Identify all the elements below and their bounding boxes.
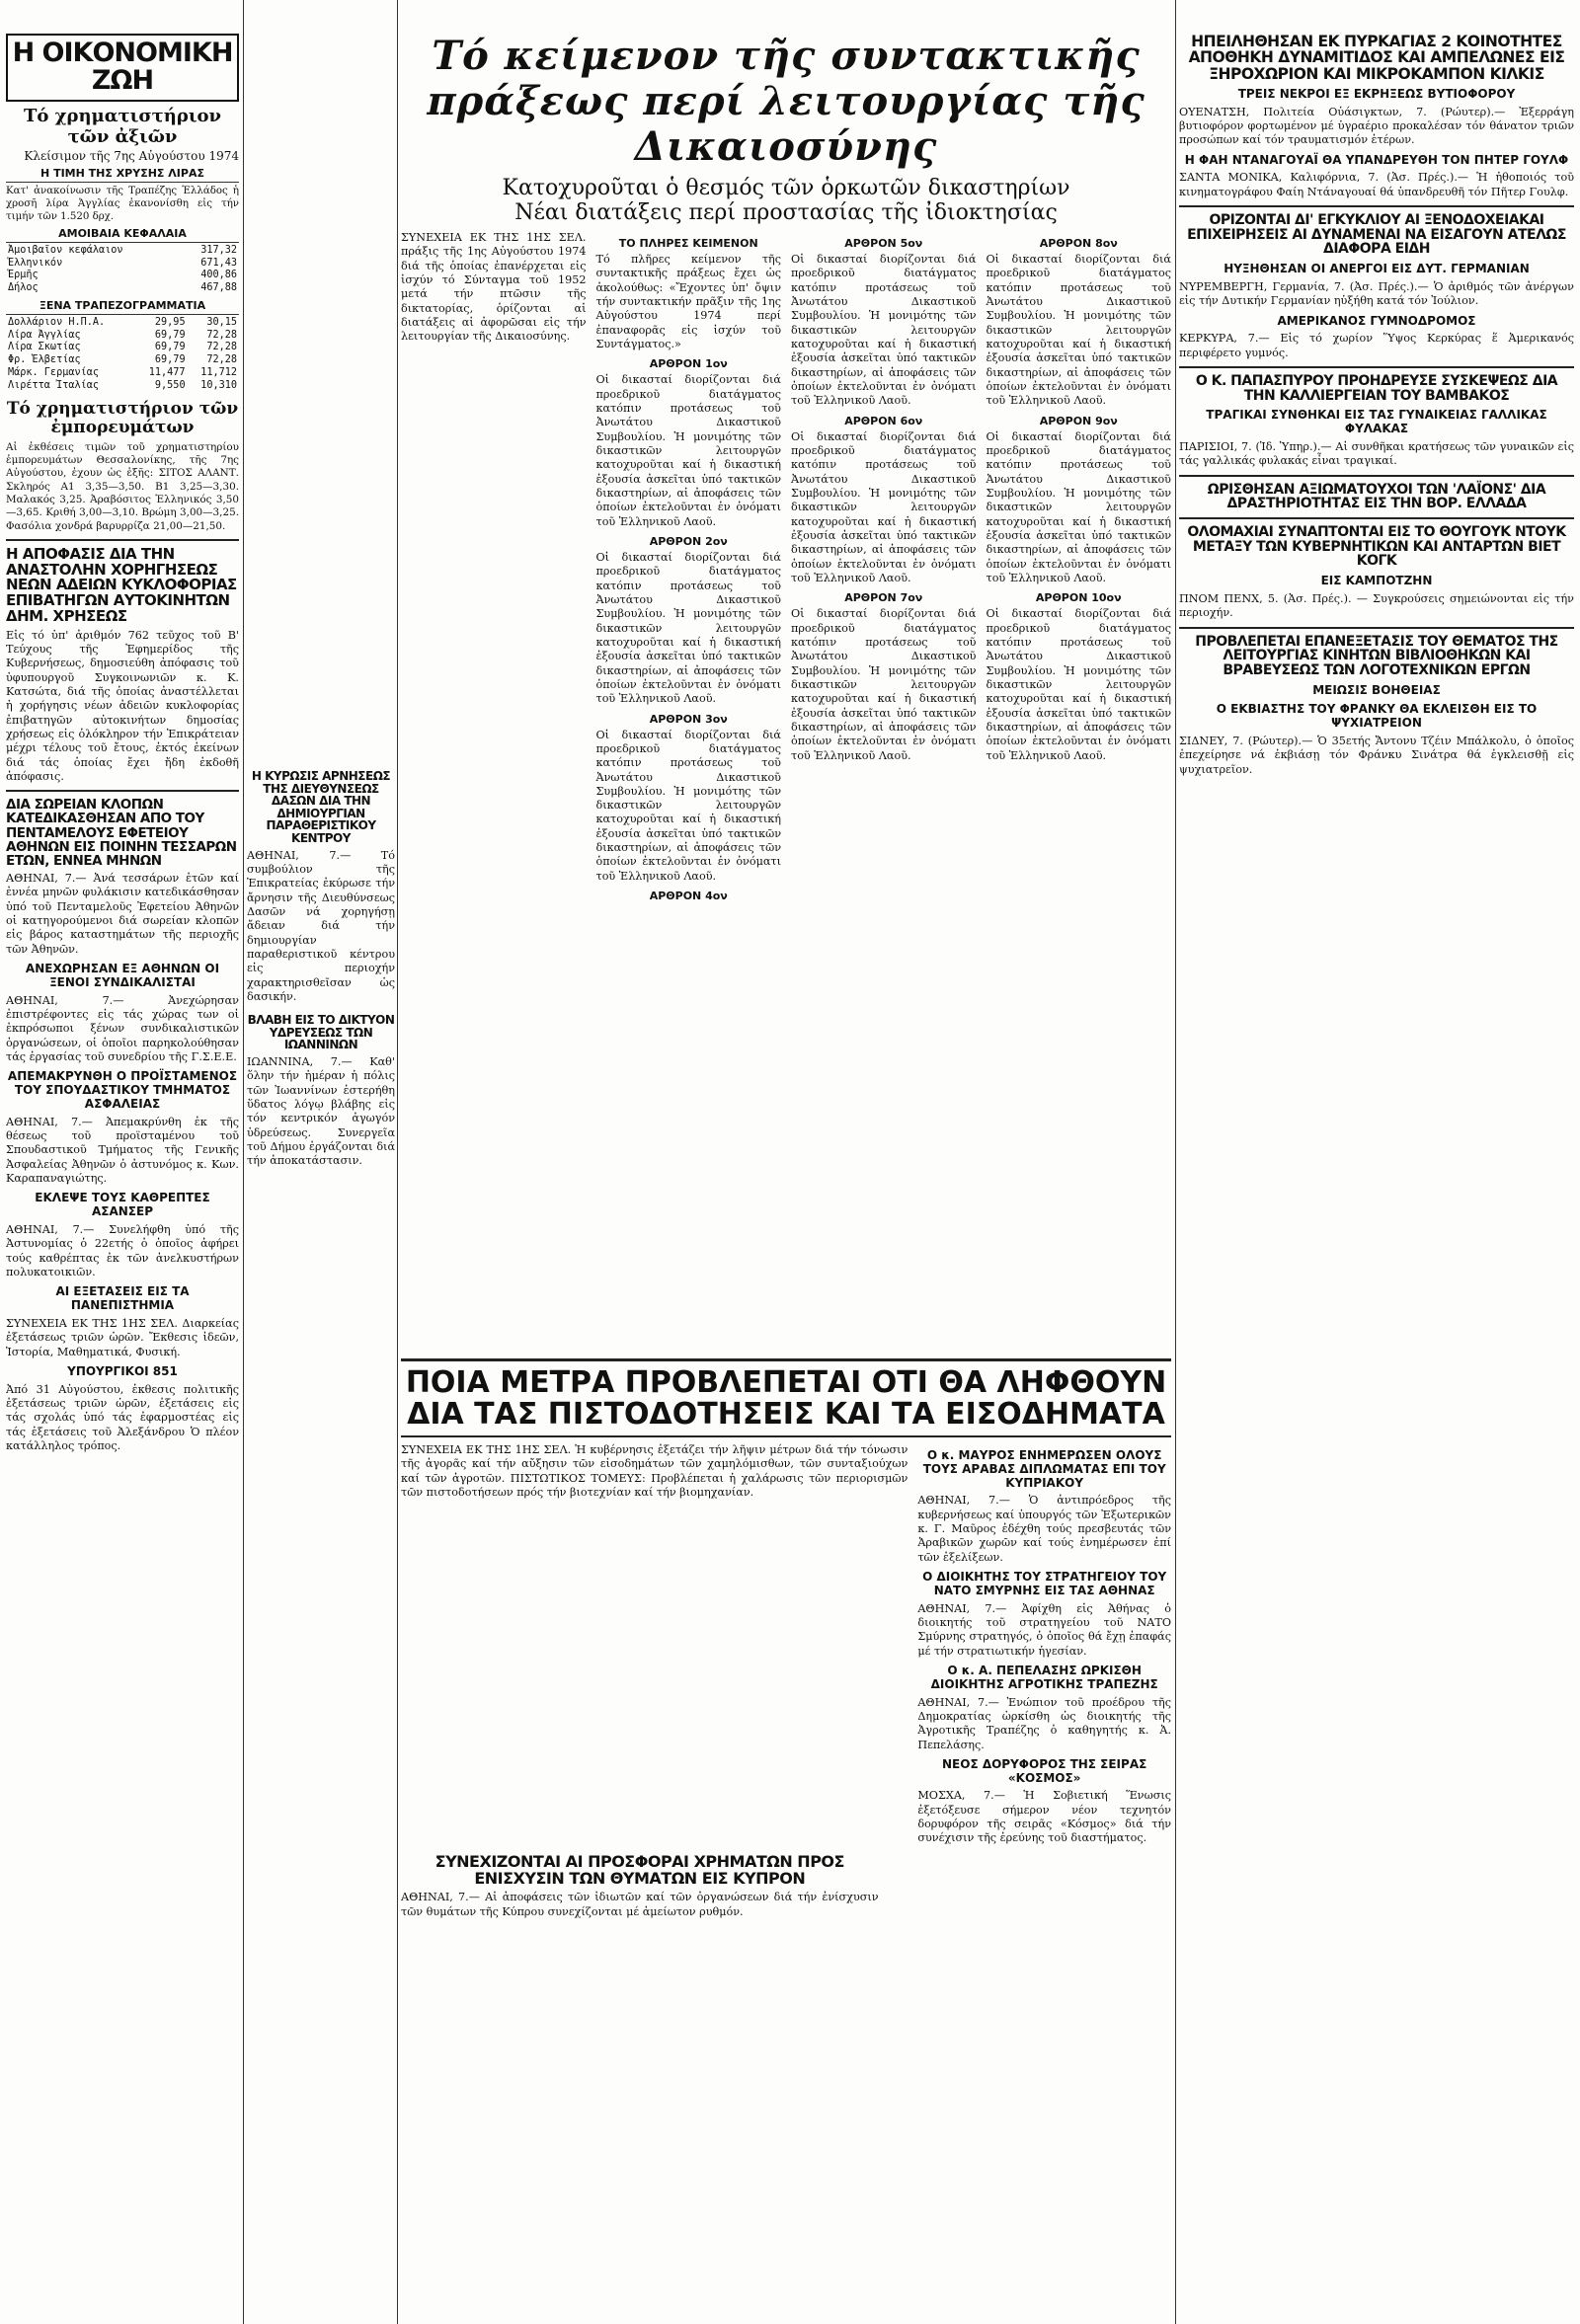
- fund-name: Δήλος: [8, 282, 39, 294]
- fire-headline: ΗΠΕΙΛΗΘΗΣΑΝ ΕΚ ΠΥΡΚΑΓΙΑΣ 2 ΚΟΙΝΟΤΗΤΕΣ ΑΠΟΘΗΚΗ ΔΥΝΑΜΙΤΙΔΟΣ ΚΑΙ ΑΜΠΕΛΩΝΕΣ ΕΙΣ ΞΗΡΟΧΩΡΙΟΝ ΚΑΙ ΜΙΚΡΟΚΑΜΠΟΝ ΚΙΛΚΙΣ: [1188, 33, 1565, 83]
- buy-rate: 69,79: [154, 342, 186, 353]
- fund-name: Ἑρμῆς: [8, 270, 39, 281]
- unemployed-text: ΝΥΡΕΜΒΕΡΓΗ, Γερμανία, 7. (Ἀσ. Πρές.).— Ὁ ἀριθμός τῶν ἀνέργων εἰς τήν Δυτικήν Γερμανίαν ηὐξήθη κατά τόν Ἰούλιον.: [1179, 279, 1574, 308]
- security-head-text: ΑΘΗΝΑΙ, 7.— Ἀπεμακρύνθη ἐκ τῆς θέσεως τοῦ προϊσταμένου τοῦ Σπουδαστικοῦ Τμήματος τῆς Γενικῆς Ἀσφαλείας Ἀθηνῶν ὁ ἀστυνόμος κ. Κων. Καραπαναγιώτης.: [6, 1115, 239, 1186]
- streaker-text: ΚΕΡΚΥΡΑ, 7.— Εἰς τό χωρίον Ὕψος Κερκύρας ἕ Ἀμερικανός περιφέρετο γυμνός.: [1179, 332, 1574, 359]
- sell-rate: 30,15: [206, 316, 237, 328]
- article-body: Οἱ δικασταί διορίζονται διά προεδρικοῦ διατάγματος κατόπιν προτάσεως τοῦ Ἀνωτάτου Δικαστικοῦ Συμβουλίου. Ἡ μονιμότης τῶν δικαστικῶν λειτουργῶν κατοχυροῦται καί ἡ δικαστική ἐξουσία ἀσκεῖται ὑπό τακτικῶν δικαστηρίων, αἱ ἀποφάσεις τῶν ὁποίων ἐκτελοῦνται ἐν ὀνόματι τοῦ Ἑλληνικοῦ Λαοῦ.: [791, 253, 977, 408]
- column-rule: [243, 0, 244, 2324]
- measures-headline: ΠΟΙΑ ΜΕΤΡΑ ΠΡΟΒΛΕΠΕΤΑΙ ΟΤΙ ΘΑ ΛΗΦΘΟΥΝ ΔΙΑ ΤΑΣ ΠΙΣΤΟΔΟΤΗΣΕΙΣ ΚΑΙ ΤΑ ΕΙΣΟΔΗΜΑΤΑ: [405, 1365, 1167, 1432]
- main-articles-cont: [791, 231, 977, 905]
- buy-rate: 69,79: [154, 329, 186, 341]
- cyprus-aid-text: ΑΘΗΝΑΙ, 7.— Αἱ ἀποφάσεις τῶν ἰδιωτῶν καί τῶν ὀργανώσεων διά τήν ἐνίσχυσιν τῶν θυμάτων τῆς Κύπρου συνεχίζονται μέ ἀμείωτον ρυθμόν.: [401, 1891, 879, 1918]
- tanker-headline: ΤΡΕΙΣ ΝΕΚΡΟΙ ΕΞ ΕΚΡΗΞΕΩΣ ΒΥΤΙΟΦΟΡΟΥ: [1237, 86, 1516, 101]
- buy-rate: 11,477: [148, 366, 186, 378]
- divider: [6, 790, 239, 792]
- article-heading: ΑΡΘΡΟΝ 6ον: [844, 414, 923, 427]
- prisons-headline: ΤΡΑΓΙΚΑΙ ΣΥΝΘΗΚΑΙ ΕΙΣ ΤΑΣ ΓΥΝΑΙΚΕΙΑΣ ΓΑΛΛΙΚΑΣ ΦΥΛΑΚΑΣ: [1206, 408, 1547, 436]
- commodities-title: Τό χρηματιστήριον τῶν ἐμπορευμάτων: [6, 399, 239, 438]
- mirrors-text: ΑΘΗΝΑΙ, 7.— Συνελήφθη ὑπό τῆς Ἀστυνομίας ὁ 22ετής ὁ ὁποῖος ἀφήρει τούς καθρέπτας ἐκ τῶν ἀνελκυστήρων πολυκατοικιῶν.: [6, 1222, 239, 1278]
- divider: [401, 1435, 1171, 1437]
- measures-body: [401, 1443, 1171, 1846]
- main-headline: Τό κείμενον τῆς συντακτικῆς πράξεως περί λειτουργίας τῆς Δικαιοσύνης: [427, 33, 1146, 170]
- column-center: [401, 0, 1171, 2324]
- table-row: [6, 330, 239, 343]
- table-row: [6, 282, 239, 295]
- fund-name: Ἀμοιβαῖον κεφάλαιον: [8, 244, 123, 256]
- table-row: [6, 245, 239, 258]
- hotels-headline: ΟΡΙΖΟΝΤΑΙ ΔΙ' ΕΓΚΥΚΛΙΟΥ ΑΙ ΞΕΝΟΔΟΧΕΙΑΚΑΙ ΕΠΙΧΕΙΡΗΣΕΙΣ ΑΙ ΔΥΝΑΜΕΝΑΙ ΝΑ ΕΙΣΑΓΟΥΝ ΑΤΕΛΩΣ ΔΙΑΦΟΡΑ ΕΙΔΗ: [1187, 212, 1566, 258]
- cyprus-aid-headline: ΣΥΝΕΧΙΖΟΝΤΑΙ ΑΙ ΠΡΟΣΦΟΡΑΙ ΧΡΗΜΑΤΩΝ ΠΡΟΣ ΕΝΙΣΧΥΣΙΝ ΤΩΝ ΘΥΜΑΤΩΝ ΕΙΣ ΚΥΠΡΟΝ: [434, 1851, 844, 1888]
- divider: [401, 1358, 1171, 1361]
- forest-text: ΑΘΗΝΑΙ, 7.— Τό συμβούλιον τῆς Ἐπικρατείας ἐκύρωσε τήν ἄρνησιν τῆς Διευθύνσεως Δασῶν νά χορηγήσῃ ἄδειαν διά τήν δημιουργίαν παραθεριστικοῦ κέντρου εἰς περιοχήν χαρακτηρισθεῖσαν ὡς δασικήν.: [247, 848, 395, 1003]
- table-row: [6, 258, 239, 271]
- aid-cut-headline: ΜΕΙΩΣΙΣ ΒΟΗΘΕΙΑΣ: [1312, 682, 1441, 697]
- main-deck-1: Κατοχυροῦται ὁ θεσμός τῶν ὁρκωτῶν δικαστηρίων: [502, 176, 1070, 200]
- libraries-headline: ΠΡΟΒΛΕΠΕΤΑΙ ΕΠΑΝΕΞΕΤΑΣΙΣ ΤΟΥ ΘΕΜΑΤΟΣ ΤΗΣ ΛΕΙΤΟΥΡΓΙΑΣ ΚΙΝΗΤΩΝ ΒΙΒΛΙΟΘΗΚΩΝ ΚΑΙ ΒΡΑΒΕΥΣΕΩΣ ΤΩΝ ΛΟΓΟΤΕΧΝΙΚΩΝ ΕΡΓΩΝ: [1195, 633, 1558, 678]
- masthead-title: Η ΟΙΚΟΝΟΜΙΚΗ ΖΩΗ: [12, 38, 233, 97]
- sell-rate: 72,28: [206, 342, 237, 353]
- fund-name: Ἑλληνικόν: [8, 257, 63, 269]
- ministerial-text: Ἀπό 31 Αὐγούστου, ἐκθεσις πολιτικῆς ἐξετάσεως τριῶν ὡρῶν, ἐξετάσεις εἰς τάς σχολάς ὑπό τάς ἐφαρμοστέας εἰς τάς ἐξετάσεις τοῦ Ἀλεξάνδρου Ὁ πλέον κατάλληλος τρόπος.: [6, 1382, 239, 1452]
- table-row: [6, 367, 239, 380]
- pepelasis-text: ΑΘΗΝΑΙ, 7.— Ἐνώπιον τοῦ προέδρου τῆς Δημοκρατίας ὡρκίσθη ὡς διοικητής τῆς Ἀγροτικῆς Τραπέζης ὁ καθηγητής κ. Ἀ. Πεπελάσης.: [917, 1695, 1171, 1751]
- article-heading: ΑΡΘΡΟΝ 8ον: [1039, 237, 1118, 250]
- masthead-subtitle: Τό χρηματιστήριον τῶν ἀξιῶν: [23, 105, 222, 147]
- session-date: Κλείσιμον τῆς 7ης Αὐγούστου 1974: [24, 148, 239, 163]
- forest-headline: Η ΚΥΡΩΣΙΣ ΑΡΝΗΣΕΩΣ ΤΗΣ ΔΙΕΥΘΥΝΣΕΩΣ ΔΑΣΩΝ ΔΙΑ ΤΗΝ ΔΗΜΙΟΥΡΓΙΑΝ ΠΑΡΑΘΕΡΙΣΤΙΚΟΥ ΚΕΝΤΡΟΥ: [251, 769, 391, 845]
- pepelasis-headline: Ο κ. Α. ΠΕΠΕΛΑΣΗΣ ΩΡΚΙΣΘΗ ΔΙΟΙΚΗΤΗΣ ΑΓΡΟΤΙΚΗΣ ΤΡΑΠΕΖΗΣ: [930, 1663, 1158, 1691]
- ministerial-headline: ΥΠΟΥΡΓΙΚΟΙ 851: [67, 1363, 178, 1378]
- masthead-box: [6, 34, 239, 102]
- currency-name: Δολλάριον Η.Π.Α.: [8, 316, 106, 328]
- main-lead: ΣΥΝΕΧΕΙΑ ΕΚ ΤΗΣ 1ΗΣ ΣΕΛ. πράξις τῆς 1ης Αὐγούστου 1974 διά τῆς ὁποίας ἐπανέρχεται εἰς ἰσχύν τό Σύνταγμα τοῦ 1952 μετά τήν πτῶσιν τῆς δικτατορίας, ὁρίζονται αἱ διατάξεις αἱ ἀφορῶσαι εἰς τήν λειτουργίαν τῆς Δικαιοσύνης.: [401, 231, 587, 344]
- buy-rate: 29,95: [154, 316, 186, 328]
- article-heading: ΑΡΘΡΟΝ 3ον: [649, 712, 728, 726]
- prisons-text: ΠΑΡΙΣΙΟΙ, 7. (Ἰδ. Ὑπηρ.).— Αἱ συνθῆκαι κρατήσεως τῶν γυναικῶν εἰς τάς γαλλικάς φυλακάς εἶναι τραγικαί.: [1179, 439, 1574, 468]
- gold-pound-title: Η ΤΙΜΗ ΤΗΣ ΧΡΥΣΗΣ ΛΙΡΑΣ: [6, 167, 239, 183]
- divider: [1179, 475, 1574, 477]
- article-heading: ΑΡΘΡΟΝ 10ον: [1035, 591, 1122, 605]
- sinatra-headline: Ο ΕΚΒΙΑΣΤΗΣ ΤΟΥ ΦΡΑΝΚΥ ΘΑ ΕΚΛΕΙΣΘΗ ΕΙΣ ΤΟ ΨΥΧΙΑΤΡΕΙΟΝ: [1216, 702, 1538, 731]
- mavros-headline: Ο κ. ΜΑΥΡΟΣ ΕΝΗΜΕΡΩΣΕΝ ΟΛΟΥΣ ΤΟΥΣ ΑΡΑΒΑΣ ΔΙΠΛΩΜΑΤΑΣ ΕΠΙ ΤΟΥ ΚΥΠΡΙΑΚΟΥ: [922, 1448, 1166, 1490]
- currency-name: Λίρα Σκωτίας: [8, 342, 81, 353]
- table-row: [6, 380, 239, 393]
- exams-text: ΣΥΝΕΧΕΙΑ ΕΚ ΤΗΣ 1ΗΣ ΣΕΛ. Διαρκείας ἐξετάσεως τριῶν ὡρῶν. Ἔκθεσις ἰδεῶν, Ἱστορία, Μαθηματικά, Φυσική.: [6, 1316, 239, 1358]
- foreign-notes-title: ΞΕΝΑ ΤΡΑΠΕΖΟΓΡΑΜΜΑΤΙΑ: [6, 299, 239, 315]
- table-row: [6, 270, 239, 282]
- column-news-small: [247, 178, 395, 2324]
- article-body: Οἱ δικασταί διορίζονται διά προεδρικοῦ διατάγματος κατόπιν προτάσεως τοῦ Ἀνωτάτου Δικαστικοῦ Συμβουλίου. Ἡ μονιμότης τῶν δικαστικῶν λειτουργῶν κατοχυροῦται καί ἡ δικαστική ἐξουσία ἀσκεῖται ὑπό τακτικῶν δικαστηρίων, αἱ ἀποφάσεις τῶν ὁποίων ἐκτελοῦνται ἐν ὀνόματι τοῦ Ἑλληνικοῦ Λαοῦ.: [986, 429, 1171, 584]
- divider: [1179, 366, 1574, 368]
- nato-text: ΑΘΗΝΑΙ, 7.— Ἀφίχθη εἰς Ἀθήνας ὁ διοικητής τοῦ στρατηγείου τοῦ ΝΑΤΟ Σμύρνης στρατηγός, ὁ ὁποῖος θά ἔχῃ ἐπαφάς μέ τήν στρατιωτικήν ἡγεσίαν.: [917, 1601, 1171, 1658]
- article-body: Οἱ δικασταί διορίζονται διά προεδρικοῦ διατάγματος κατόπιν προτάσεως τοῦ Ἀνωτάτου Δικαστικοῦ Συμβουλίου. Ἡ μονιμότης τῶν δικαστικῶν λειτουργῶν κατοχυροῦται καί ἡ δικαστική ἐξουσία ἀσκεῖται ὑπό τακτικῶν δικαστηρίων, αἱ ἀποφάσεις τῶν ὁποίων ἐκτελοῦνται ἐν ὀνόματι τοῦ Ἑλληνικοῦ Λαοῦ.: [595, 728, 781, 883]
- full-text-heading: ΤΟ ΠΛΗΡΕΣ ΚΕΙΜΕΝΟΝ: [618, 237, 758, 250]
- article-heading: ΑΡΘΡΟΝ 2ον: [649, 534, 728, 548]
- foreign-notes-table: [6, 317, 239, 393]
- sinatra-text: ΣΙΔΝΕΥ, 7. (Ρώυτερ).— Ὁ 35ετής Ἄντονυ Τζέιν Μπάλκολυ, ὁ ὁποῖος ἐπεχείρησε νά ἐκβιάσῃ τόν Φράνκυ Σινάτρα θά ἐγκλεισθῇ εἰς ψυχιατρεῖον.: [1179, 734, 1574, 776]
- article-heading: ΑΡΘΡΟΝ 9ον: [1039, 414, 1118, 427]
- currency-name: Λίρα Ἀγγλίας: [8, 329, 81, 341]
- article-body: Οἱ δικασταί διορίζονται διά προεδρικοῦ διατάγματος κατόπιν προτάσεως τοῦ Ἀνωτάτου Δικαστικοῦ Συμβουλίου. Ἡ μονιμότης τῶν δικαστικῶν λειτουργῶν κατοχυροῦται καί ἡ δικαστική ἐξουσία ἀσκεῖται ὑπό τακτικῶν δικαστηρίων, αἱ ἀποφάσεις τῶν ὁποίων ἐκτελοῦνται ἐν ὀνόματι τοῦ Ἑλληνικοῦ Λαοῦ.: [986, 253, 1171, 408]
- cambodia-text: ΠΝΟΜ ΠΕΝΧ, 5. (Ἀσ. Πρές.). — Συγκρούσεις σημειώνονται εἰς τήν περιοχήν.: [1179, 591, 1574, 620]
- article-body: Οἱ δικασταί διορίζονται διά προεδρικοῦ διατάγματος κατόπιν προτάσεως τοῦ Ἀνωτάτου Δικαστικοῦ Συμβουλίου. Ἡ μονιμότης τῶν δικαστικῶν λειτουργῶν κατοχυροῦται καί ἡ δικαστική ἐξουσία ἀσκεῖται ὑπό τακτικῶν δικαστηρίων, αἱ ἀποφάσεις τῶν ὁποίων ἐκτελοῦνται ἐν ὀνόματι τοῦ Ἑλληνικοῦ Λαοῦ.: [595, 550, 781, 706]
- column-finance: [6, 0, 239, 2324]
- tanker-text: ΟΥΕΝΑΤΣΗ, Πολιτεία Οὐάσιγκτων, 7. (Ρώυτερ).— Ἐξερράγη βυτιοφόρον φορτωμένον μέ ὑγραέριο προκαλέσαν τόν θάνατον τριῶν προσώπων καί τόν τραυματισμόν ἑτέρων.: [1179, 105, 1574, 147]
- divider: [6, 539, 239, 541]
- table-row: [6, 317, 239, 330]
- column-rule: [397, 0, 398, 2324]
- unionists-text: ΑΘΗΝΑΙ, 7.— Ἀνεχώρησαν ἐπιστρέφοντες εἰς τάς χώρας των οἱ ἐκπρόσωποι ξένων συνδικαλιστικῶν ὀργανώσεων, οἱ ὁποῖοι παρηκολούθησαν τάς ἐργασίας τοῦ συνεδρίου τῆς Γ.Σ.Ε.Ε.: [6, 993, 239, 1063]
- unionists-headline: ΑΝΕΧΩΡΗΣΑΝ ΕΞ ΑΘΗΝΩΝ ΟΙ ΞΕΝΟΙ ΣΥΝΔΙΚΑΛΙΣΤΑΙ: [25, 962, 220, 989]
- fund-value: 317,32: [200, 244, 237, 256]
- article-heading: ΑΡΘΡΟΝ 4ον: [649, 890, 728, 903]
- currency-name: Μάρκ. Γερμανίας: [8, 366, 100, 378]
- mavros-text: ΑΘΗΝΑΙ, 7.— Ὁ ἀντιπρόεδρος τῆς κυβερνήσεως καί ὑπουργός τῶν Ἐξωτερικῶν κ. Γ. Μαῦρος ἐδέχθη τούς πρεσβευτάς τῶν Ἀραβικῶν χωρῶν καί τούς ἐνημέρωσεν ἐπί τῶν ἐξελίξεων.: [917, 1494, 1171, 1564]
- currency-name: Φρ. Ἑλβετίας: [8, 354, 81, 366]
- thefts-text: ΑΘΗΝΑΙ, 7.— Ἀνά τεσσάρων ἐτῶν καί ἐννέα μηνῶν φυλάκισιν κατεδικάσθησαν ὑπό τοῦ Πενταμελοῦς Ἐφετείου Ἀθηνῶν οἱ κατηγορούμενοι διά σωρείαν κλοπῶν εἰς βάρος καταστημάτων τῆς περιοχῆς τῶν Ἀθηνῶν.: [6, 872, 239, 956]
- mutual-funds-title: ΑΜΟΙΒΑΙΑ ΚΕΦΑΛΑΙΑ: [6, 227, 239, 243]
- main-full-text: [596, 231, 782, 905]
- kosmos-text: ΜΟΣΧΑ, 7.— Ἡ Σοβιετική Ἕνωσις ἐξετόξευσε σήμερον νέον τεχνητόν δορυφόρον τῆς σειρᾶς «Κόσμος» διά τήν συνέχισιν τῆς ἐρεύνης τοῦ διαστήματος.: [917, 1789, 1171, 1845]
- buy-rate: 9,550: [154, 379, 186, 391]
- measures-section: [401, 1353, 1171, 1919]
- sell-rate: 10,310: [200, 379, 237, 391]
- nato-headline: Ο ΔΙΟΙΚΗΤΗΣ ΤΟΥ ΣΤΡΑΤΗΓΕΙΟΥ ΤΟΥ ΝΑΤΟ ΣΜΥΡΝΗΣ ΕΙΣ ΤΑΣ ΑΘΗΝΑΣ: [922, 1570, 1167, 1597]
- main-article: [401, 231, 1171, 905]
- lions-headline: ΩΡΙΣΘΗΣΑΝ ΑΞΙΩΜΑΤΟΥΧΟΙ ΤΩΝ 'ΛΑΪΟΝΣ' ΔΙΑ ΔΡΑΣΤΗΡΙΟΤΗΤΑΣ ΕΙΣ ΤΗΝ ΒΟΡ. ΕΛΛΑΔΑ: [1207, 481, 1546, 512]
- exams-headline: ΑΙ ΕΞΕΤΑΣΕΙΣ ΕΙΣ ΤΑ ΠΑΝΕΠΙΣΤΗΜΙΑ: [55, 1284, 190, 1313]
- column-rule: [1175, 0, 1176, 2324]
- buy-rate: 69,79: [154, 354, 186, 366]
- currency-name: Λιρέττα Ἰταλίας: [8, 379, 100, 391]
- taxi-licenses-text: Εἰς τό ὑπ' ἀριθμόν 762 τεῦχος τοῦ Β' Τεύχους τῆς Ἐφημερίδος τῆς Κυβερνήσεως, δημοσιεύθη ἀπόφασις τοῦ ὑφυπουργοῦ Συγκοινωνιῶν κ. Κ. Κατσώτα, διά τῆς ὁποίας ἀναστέλλεται ἡ χορήγησις νέων ἀδειῶν κυκλοφορίας ἐπιβατηγῶν αὐτοκινήτων δημοσίας χρήσεως εἰς ὁλόκληρον τήν Ἐπικράτειαν μέχρι τέλους τοῦ ἔτους, ἐκτός ἐκείνων διά τάς ὁποίας ἔχει ἤδη ἐκδοθῆ ἀπόφασις.: [6, 628, 239, 783]
- commodities-text: Αἱ ἐκθέσεις τιμῶν τοῦ χρηματιστηρίου ἐμπορευμάτων Θεσσαλονίκης, τῆς 7ης Αὐγούστου, ἐχουν ὡς ἑξῆς: ΣΙΤΟΣ ΑΛΑΝΤ. Σκληρός Α1 3,35—3,50. Β1 3,25—3,30. Μαλακός 3,25. Ἀραβόσιτος Ἑλληνικός 3,50—3,65. Κριθή 3,00—3,10. Βρώμη 3,00—3,25. Φασόλια χονδρά βαρυρρίζα 21,00—21,50.: [6, 440, 239, 532]
- divider: [1179, 517, 1574, 519]
- full-text-intro: Τό πλῆρες κείμενον τῆς συντακτικῆς πράξεως ἔχει ὡς ἀκολούθως: «Ἔχοντες ὑπ' ὄψιν τήν συντακτικήν πρᾶξιν τῆς 1ης Αὐγούστου 1974 περί ἐπαναφορᾶς εἰς ἰσχύν τοῦ Συντάγματος.»: [595, 253, 781, 350]
- table-row: [6, 342, 239, 354]
- security-head-headline: ΑΠΕΜΑΚΡΥΝΘΗ Ο ΠΡΟΪΣΤΑΜΕΝΟΣ ΤΟΥ ΣΠΟΥΔΑΣΤΙΚΟΥ ΤΜΗΜΑΤΟΣ ΑΣΦΑΛΕΙΑΣ: [7, 1069, 238, 1111]
- fund-value: 400,86: [200, 270, 237, 281]
- measures-side: [917, 1443, 1171, 1846]
- cambodia-headline: ΕΙΣ ΚΑΜΠΟΤΖΗΝ: [1320, 574, 1433, 588]
- measures-text: ΣΥΝΕΧΕΙΑ ΕΚ ΤΗΣ 1ΗΣ ΣΕΛ. Ἡ κυβέρνησις ἐξετάζει τήν λῆψιν μέτρων διά τήν τόνωσιν τῆς ἀγορᾶς καί τήν αὔξησιν τῶν εἰσοδημάτων τῶν χαμηλόμισθων, τῶν συνταξιούχων καί τῶν ἀγροτῶν. ΠΙΣΤΩΤΙΚΟΣ ΤΟΜΕΥΣ: Προβλέπεται ἡ χαλάρωσις τῶν περιορισμῶν τῶν πιστοδοτήσεων πρός τήν βιοτεχνίαν καί τήν βιομηχανίαν.: [401, 1443, 908, 1499]
- mirrors-headline: ΕΚΛΕΨΕ ΤΟΥΣ ΚΑΘΡΕΠΤΕΣ ΑΣΑΝΣΕΡ: [35, 1191, 210, 1219]
- divider: [1179, 627, 1574, 629]
- main-deck-2: Νέαι διατάξεις περί προστασίας τῆς ἰδιοκτησίας: [514, 200, 1058, 225]
- ioannina-headline: ΒΛΑΒΗ ΕΙΣ ΤΟ ΔΙΚΤΥΟΝ ΥΔΡΕΥΣΕΩΣ ΤΩΝ ΙΩΑΝΝΙΝΩΝ: [247, 1013, 395, 1052]
- streaker-headline: ΑΜΕΡΙΚΑΝΟΣ ΓΥΜΝΟΔΡΟΜΟΣ: [1277, 313, 1476, 328]
- dunaway-text: ΣΑΝΤΑ ΜΟΝΙΚΑ, Καλιφόρνια, 7. (Ἀσ. Πρές.).— Ἡ ἠθοποιός τοῦ κινηματογράφου Φαίη Ντάναγουαί θά ὑπανδρευθῆ τόν Πῆτερ Γουλφ.: [1179, 171, 1574, 198]
- taxi-licenses-headline: Η ΑΠΟΦΑΣΙΣ ΔΙΑ ΤΗΝ ΑΝΑΣΤΟΛΗΝ ΧΟΡΗΓΗΣΕΩΣ ΝΕΩΝ ΑΔΕΙΩΝ ΚΥΚΛΟΦΟΡΙΑΣ ΕΠΙΒΑΤΗΓΩΝ ΑΥΤΟΚΙΝΗΤΩΝ ΔΗΜ. ΧΡΗΣΕΩΣ: [6, 544, 237, 625]
- article-heading: ΑΡΘΡΟΝ 7ον: [844, 591, 923, 605]
- fund-value: 671,43: [200, 257, 237, 269]
- ioannina-text: ΙΩΑΝΝΙΝΑ, 7.— Καθ' ὅλην τήν ἡμέραν ἡ πόλις τῶν Ἰωαννίνων ἐστερήθη ὕδατος λόγῳ βλάβης εἰς τόν κεντρικόν ἀγωγόν ὑδρεύσεως. Συνεργεῖα τοῦ Δήμου ἐργάζονται διά τήν ἀποκατάστασιν.: [247, 1054, 395, 1168]
- main-articles-cont-2: [987, 231, 1172, 905]
- table-row: [6, 354, 239, 367]
- article-body: Οἱ δικασταί διορίζονται διά προεδρικοῦ διατάγματος κατόπιν προτάσεως τοῦ Ἀνωτάτου Δικαστικοῦ Συμβουλίου. Ἡ μονιμότης τῶν δικαστικῶν λειτουργῶν κατοχυροῦται καί ἡ δικαστική ἐξουσία ἀσκεῖται ὑπό τακτικῶν δικαστηρίων, αἱ ἀποφάσεις τῶν ὁποίων ἐκτελοῦνται ἐν ὀνόματι τοῦ Ἑλληνικοῦ Λαοῦ.: [791, 607, 977, 762]
- dunaway-headline: Η ΦΑΗ ΝΤΑΝΑΓΟΥΑΪ ΘΑ ΥΠΑΝΔΡΕΥΘΗ ΤΟΝ ΠΗΤΕΡ ΓΟΥΛΦ: [1184, 152, 1569, 167]
- thefts-headline: ΔΙΑ ΣΩΡΕΙΑΝ ΚΛΟΠΩΝ ΚΑΤΕΔΙΚΑΣΘΗΣΑΝ ΑΠΟ ΤΟΥ ΠΕΝΤΑΜΕΛΟΥΣ ΕΦΕΤΕΙΟΥ ΑΘΗΝΩΝ ΕΙΣ ΠΟΙΝΗΝ ΤΕΣΣΑΡΩΝ ΕΤΩΝ, ΕΝΝΕΑ ΜΗΝΩΝ: [6, 797, 237, 869]
- article-body: Οἱ δικασταί διορίζονται διά προεδρικοῦ διατάγματος κατόπιν προτάσεως τοῦ Ἀνωτάτου Δικαστικοῦ Συμβουλίου. Ἡ μονιμότης τῶν δικαστικῶν λειτουργῶν κατοχυροῦται καί ἡ δικαστική ἐξουσία ἀσκεῖται ὑπό τακτικῶν δικαστηρίων, αἱ ἀποφάσεις τῶν ὁποίων ἐκτελοῦνται ἐν ὀνόματι τοῦ Ἑλληνικοῦ Λαοῦ.: [791, 429, 977, 584]
- gold-pound-text: Κατ' ἀνακοίνωσιν τῆς Τραπέζης Ἑλλάδος ἡ χροσῆ λίρα Ἀγγλίας ἐκανονίσθη εἰς τήν τιμήν τῶν 1.520 δρχ.: [6, 185, 239, 222]
- mutual-funds-table: [6, 245, 239, 295]
- article-heading: ΑΡΘΡΟΝ 1ον: [649, 357, 728, 371]
- unemployed-headline: ΗΥΞΗΘΗΣΑΝ ΟΙ ΑΝΕΡΓΟΙ ΕΙΣ ΔΥΤ. ΓΕΡΜΑΝΙΑΝ: [1224, 262, 1530, 276]
- sell-rate: 11,712: [200, 366, 237, 378]
- article-heading: ΑΡΘΡΟΝ 5ον: [844, 237, 923, 250]
- article-body: Οἱ δικασταί διορίζονται διά προεδρικοῦ διατάγματος κατόπιν προτάσεως τοῦ Ἀνωτάτου Δικαστικοῦ Συμβουλίου. Ἡ μονιμότης τῶν δικαστικῶν λειτουργῶν κατοχυροῦται καί ἡ δικαστική ἐξουσία ἀσκεῖται ὑπό τακτικῶν δικαστηρίων, αἱ ἀποφάσεις τῶν ὁποίων ἐκτελοῦνται ἐν ὀνόματι τοῦ Ἑλληνικοῦ Λαοῦ.: [595, 373, 781, 528]
- column-right: [1179, 0, 1574, 2324]
- divider: [1179, 205, 1574, 207]
- article-body: Οἱ δικασταί διορίζονται διά προεδρικοῦ διατάγματος κατόπιν προτάσεως τοῦ Ἀνωτάτου Δικαστικοῦ Συμβουλίου. Ἡ μονιμότης τῶν δικαστικῶν λειτουργῶν κατοχυροῦται καί ἡ δικαστική ἐξουσία ἀσκεῖται ὑπό τακτικῶν δικαστηρίων, αἱ ἀποφάσεις τῶν ὁποίων ἐκτελοῦνται ἐν ὀνόματι τοῦ Ἑλληνικοῦ Λαοῦ.: [986, 607, 1171, 762]
- fund-value: 467,88: [200, 282, 237, 294]
- sell-rate: 72,28: [206, 329, 237, 341]
- cotton-headline: Ο Κ. ΠΑΠΑΣΠΥΡΟΥ ΠΡΟΗΔΡΕΥΣΕ ΣΥΣΚΕΨΕΩΣ ΔΙΑ ΤΗΝ ΚΑΛΛΙΕΡΓΕΙΑΝ ΤΟΥ ΒΑΜΒΑΚΟΣ: [1195, 373, 1558, 404]
- vietnam-headline: ΟΛΟΜΑΧΙΑΙ ΣΥΝΑΠΤΟΝΤΑΙ ΕΙΣ ΤΟ ΘΟΥΓΟΥΚ ΝΤΟΥΚ ΜΕΤΑΞΥ ΤΩΝ ΚΥΒΕΡΝΗΤΙΚΩΝ ΚΑΙ ΑΝΤΑΡΤΩΝ ΒΙΕΤ ΚΟΓΚ: [1187, 524, 1566, 570]
- sell-rate: 72,28: [206, 354, 237, 366]
- kosmos-headline: ΝΕΟΣ ΔΟΡΥΦΟΡΟΣ ΤΗΣ ΣΕΙΡΑΣ «ΚΟΣΜΟΣ»: [942, 1756, 1147, 1785]
